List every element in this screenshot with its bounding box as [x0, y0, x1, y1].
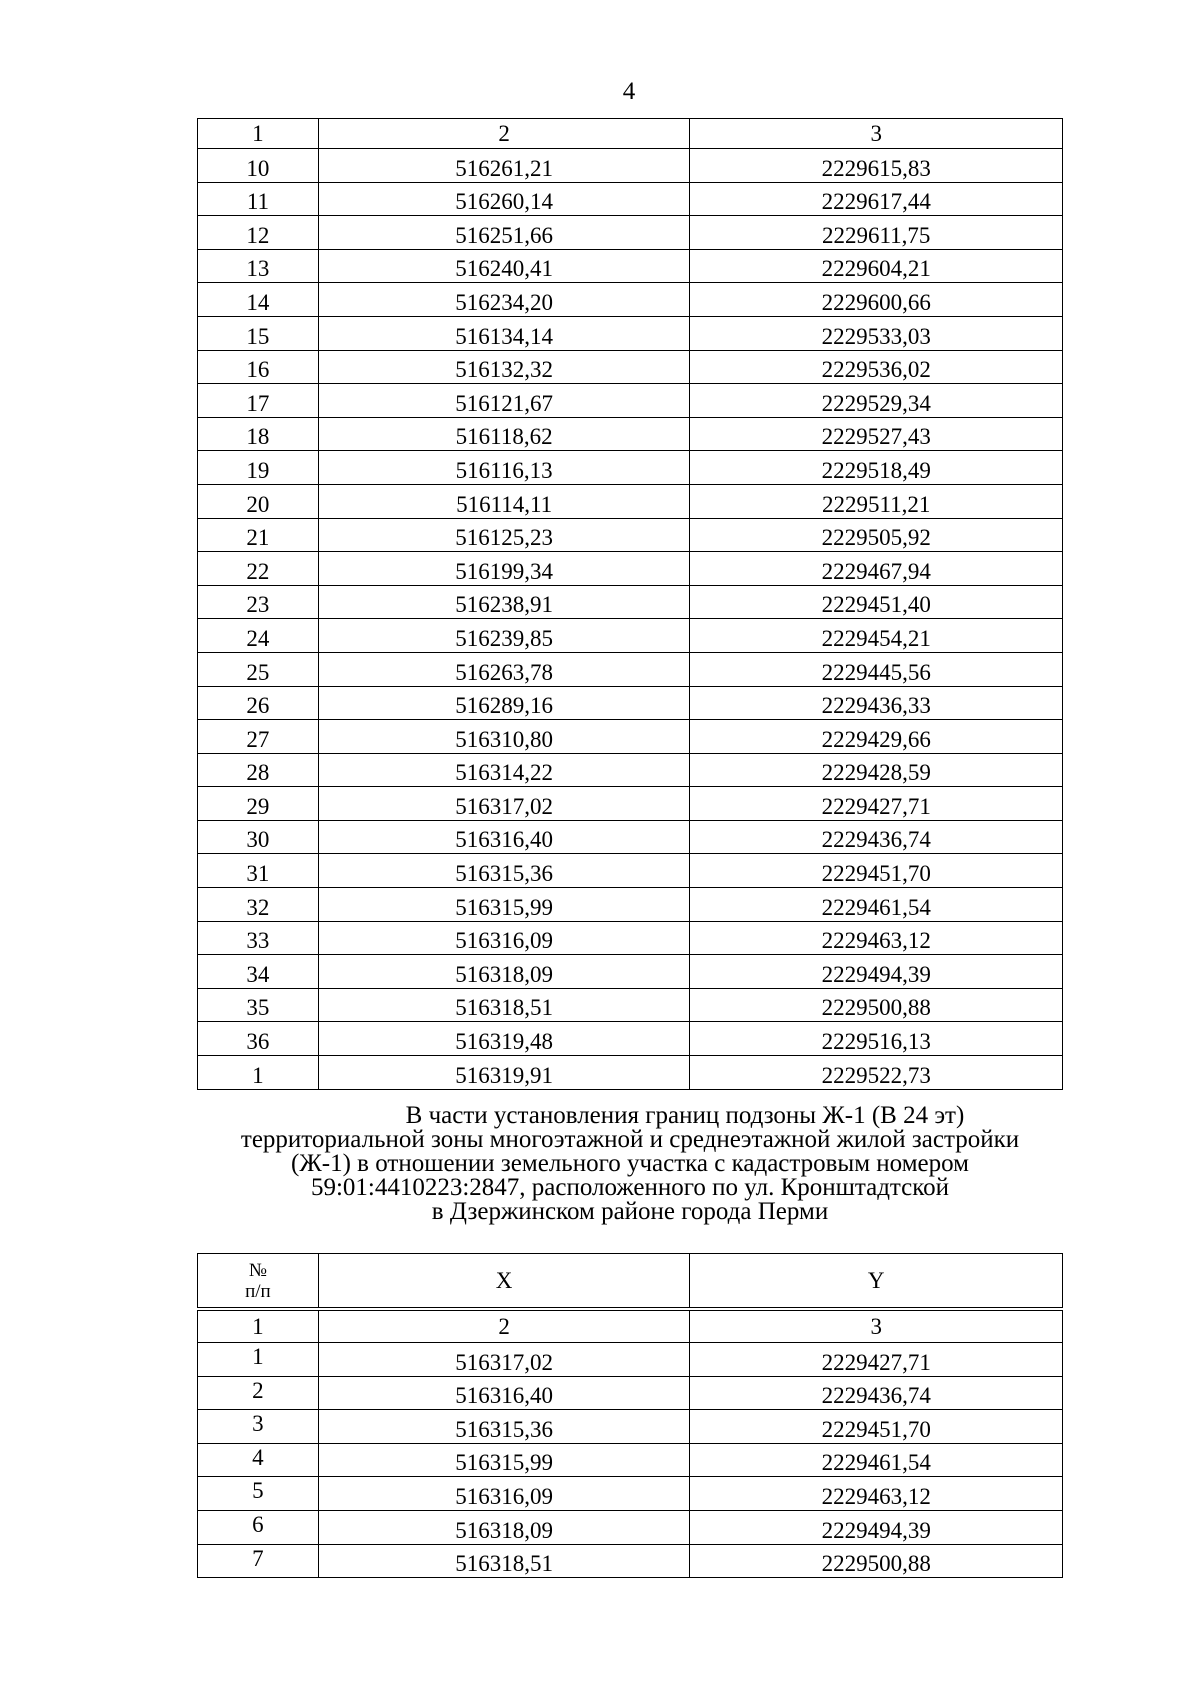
x-coordinate-cell: 516318,51 — [318, 1544, 690, 1578]
point-number-cell: 1 — [198, 1056, 319, 1090]
table-row — [198, 1022, 1063, 1056]
point-number-cell: 12 — [198, 216, 319, 250]
point-number-cell: 23 — [198, 585, 319, 619]
y-coordinate-cell: 2229451,70 — [690, 1410, 1063, 1444]
table-row — [198, 182, 1063, 216]
table-row — [198, 1376, 1063, 1410]
point-number-cell: 3 — [198, 1410, 319, 1444]
y-coordinate-cell: 2229467,94 — [690, 552, 1063, 586]
x-coordinate-cell: 516261,21 — [318, 149, 690, 183]
header-y: Y — [690, 1254, 1063, 1310]
x-coordinate-cell: 516319,91 — [318, 1056, 690, 1090]
x-coordinate-cell: 516317,02 — [318, 787, 690, 821]
point-number-cell: 4 — [198, 1443, 319, 1477]
table-row — [198, 753, 1063, 787]
table-1-body — [198, 149, 1063, 1090]
y-coordinate-cell: 2229494,39 — [690, 1510, 1063, 1544]
x-coordinate-cell: 516289,16 — [318, 686, 690, 720]
y-coordinate-cell: 2229445,56 — [690, 652, 1063, 686]
x-coordinate-cell: 516315,99 — [318, 888, 690, 922]
y-coordinate-cell: 2229516,13 — [690, 1022, 1063, 1056]
y-coordinate-cell: 2229451,40 — [690, 585, 1063, 619]
y-coordinate-cell: 2229451,70 — [690, 854, 1063, 888]
point-number-cell: 10 — [198, 149, 319, 183]
table-row — [198, 149, 1063, 183]
point-number-cell: 24 — [198, 619, 319, 653]
table-row — [198, 1056, 1063, 1090]
header-row — [198, 1254, 1063, 1310]
y-coordinate-cell: 2229511,21 — [690, 484, 1063, 518]
section-heading-line: территориальной зоны многоэтажной и среднеэтажной жилой застройки — [240, 1126, 1020, 1153]
point-number-cell: 13 — [198, 249, 319, 283]
table-row — [198, 283, 1063, 317]
coordinates-table-zh1 — [197, 1253, 1063, 1578]
section-heading-line: В части установления границ подзоны Ж-1 (В 24 эт) — [405, 1102, 965, 1129]
table-row — [198, 1343, 1063, 1377]
point-number-cell: 35 — [198, 988, 319, 1022]
point-number-cell: 34 — [198, 955, 319, 989]
y-coordinate-cell: 2229494,39 — [690, 955, 1063, 989]
section-heading-line: в Дзержинском районе города Перми — [431, 1198, 829, 1225]
point-number-cell: 32 — [198, 888, 319, 922]
x-coordinate-cell: 516314,22 — [318, 753, 690, 787]
table-row — [198, 451, 1063, 485]
table-row — [198, 350, 1063, 384]
x-coordinate-cell: 516239,85 — [318, 619, 690, 653]
column-number-cell: 2 — [318, 1309, 690, 1343]
y-coordinate-cell: 2229436,74 — [690, 820, 1063, 854]
point-number-cell: 33 — [198, 921, 319, 955]
table-row — [198, 585, 1063, 619]
x-coordinate-cell: 516316,40 — [318, 820, 690, 854]
point-number-cell: 18 — [198, 417, 319, 451]
x-coordinate-cell: 516317,02 — [318, 1343, 690, 1377]
x-coordinate-cell: 516260,14 — [318, 182, 690, 216]
x-coordinate-cell: 516318,09 — [318, 1510, 690, 1544]
table-row — [198, 888, 1063, 922]
x-coordinate-cell: 516234,20 — [318, 283, 690, 317]
y-coordinate-cell: 2229533,03 — [690, 316, 1063, 350]
point-number-cell: 5 — [198, 1477, 319, 1511]
x-coordinate-cell: 516251,66 — [318, 216, 690, 250]
point-number-cell: 26 — [198, 686, 319, 720]
x-coordinate-cell: 516316,09 — [318, 1477, 690, 1511]
point-number-cell: 14 — [198, 283, 319, 317]
column-number-cell: 3 — [690, 119, 1063, 149]
x-coordinate-cell: 516116,13 — [318, 451, 690, 485]
table-row — [198, 384, 1063, 418]
column-number-cell: 1 — [198, 1309, 319, 1343]
y-coordinate-cell: 2229536,02 — [690, 350, 1063, 384]
y-coordinate-cell: 2229615,83 — [690, 149, 1063, 183]
y-coordinate-cell: 2229617,44 — [690, 182, 1063, 216]
coordinates-table-continued — [197, 118, 1063, 1090]
point-number-cell: 19 — [198, 451, 319, 485]
x-coordinate-cell: 516316,40 — [318, 1376, 690, 1410]
x-coordinate-cell: 516240,41 — [318, 249, 690, 283]
y-coordinate-cell: 2229529,34 — [690, 384, 1063, 418]
section-heading-line: 59:01:4410223:2847, расположенного по ул. Кронштадтской — [310, 1174, 950, 1201]
point-number-cell: 16 — [198, 350, 319, 384]
x-coordinate-cell: 516125,23 — [318, 518, 690, 552]
y-coordinate-cell: 2229436,74 — [690, 1376, 1063, 1410]
y-coordinate-cell: 2229600,66 — [690, 283, 1063, 317]
table-row — [198, 552, 1063, 586]
y-coordinate-cell: 2229527,43 — [690, 417, 1063, 451]
point-number-cell: 20 — [198, 484, 319, 518]
y-coordinate-cell: 2229429,66 — [690, 720, 1063, 754]
column-number-row — [198, 1309, 1063, 1343]
point-number-cell: 21 — [198, 518, 319, 552]
y-coordinate-cell: 2229461,54 — [690, 1443, 1063, 1477]
x-coordinate-cell: 516134,14 — [318, 316, 690, 350]
header-x: X — [318, 1254, 690, 1310]
table-row — [198, 417, 1063, 451]
table-row — [198, 686, 1063, 720]
y-coordinate-cell: 2229427,71 — [690, 1343, 1063, 1377]
x-coordinate-cell: 516315,36 — [318, 1410, 690, 1444]
table-row — [198, 1410, 1063, 1444]
table-row — [198, 518, 1063, 552]
x-coordinate-cell: 516114,11 — [318, 484, 690, 518]
section-heading-line: (Ж-1) в отношении земельного участка с кадастровым номером — [291, 1150, 969, 1177]
point-number-cell: 11 — [198, 182, 319, 216]
point-number-cell: 29 — [198, 787, 319, 821]
table-row — [198, 988, 1063, 1022]
table-row — [198, 619, 1063, 653]
y-coordinate-cell: 2229505,92 — [690, 518, 1063, 552]
table-row — [198, 1477, 1063, 1511]
table-row — [198, 316, 1063, 350]
section-heading — [180, 1104, 1080, 1224]
table-row — [198, 955, 1063, 989]
point-number-cell: 22 — [198, 552, 319, 586]
point-number-cell: 36 — [198, 1022, 319, 1056]
y-coordinate-cell: 2229604,21 — [690, 249, 1063, 283]
x-coordinate-cell: 516315,99 — [318, 1443, 690, 1477]
x-coordinate-cell: 516118,62 — [318, 417, 690, 451]
x-coordinate-cell: 516238,91 — [318, 585, 690, 619]
x-coordinate-cell: 516263,78 — [318, 652, 690, 686]
x-coordinate-cell: 516132,32 — [318, 350, 690, 384]
table-row — [198, 484, 1063, 518]
table-row — [198, 1443, 1063, 1477]
x-coordinate-cell: 516315,36 — [318, 854, 690, 888]
table-2-body — [198, 1343, 1063, 1578]
column-number-cell: 1 — [198, 119, 319, 149]
point-number-cell: 7 — [198, 1544, 319, 1578]
table-row — [198, 921, 1063, 955]
x-coordinate-cell: 516310,80 — [318, 720, 690, 754]
y-coordinate-cell: 2229500,88 — [690, 1544, 1063, 1578]
table-row — [198, 1510, 1063, 1544]
y-coordinate-cell: 2229522,73 — [690, 1056, 1063, 1090]
header-number-symbol: № — [248, 1259, 267, 1281]
table-row — [198, 1544, 1063, 1578]
point-number-cell: 17 — [198, 384, 319, 418]
x-coordinate-cell: 516316,09 — [318, 921, 690, 955]
table-row — [198, 854, 1063, 888]
y-coordinate-cell: 2229611,75 — [690, 216, 1063, 250]
point-number-cell: 25 — [198, 652, 319, 686]
table-row — [198, 720, 1063, 754]
point-number-cell: 1 — [198, 1343, 319, 1377]
header-number — [198, 1254, 319, 1310]
y-coordinate-cell: 2229436,33 — [690, 686, 1063, 720]
y-coordinate-cell: 2229500,88 — [690, 988, 1063, 1022]
x-coordinate-cell: 516121,67 — [318, 384, 690, 418]
column-number-row — [198, 119, 1063, 149]
y-coordinate-cell: 2229461,54 — [690, 888, 1063, 922]
x-coordinate-cell: 516199,34 — [318, 552, 690, 586]
y-coordinate-cell: 2229454,21 — [690, 619, 1063, 653]
column-number-cell: 2 — [318, 119, 690, 149]
table-row — [198, 216, 1063, 250]
column-number-cell: 3 — [690, 1309, 1063, 1343]
table-row — [198, 652, 1063, 686]
page-number: 4 — [622, 78, 636, 105]
x-coordinate-cell: 516319,48 — [318, 1022, 690, 1056]
table-row — [198, 787, 1063, 821]
y-coordinate-cell: 2229428,59 — [690, 753, 1063, 787]
y-coordinate-cell: 2229463,12 — [690, 1477, 1063, 1511]
point-number-cell: 15 — [198, 316, 319, 350]
point-number-cell: 2 — [198, 1376, 319, 1410]
point-number-cell: 30 — [198, 820, 319, 854]
y-coordinate-cell: 2229463,12 — [690, 921, 1063, 955]
x-coordinate-cell: 516318,09 — [318, 955, 690, 989]
point-number-cell: 31 — [198, 854, 319, 888]
x-coordinate-cell: 516318,51 — [318, 988, 690, 1022]
header-number-abbrev: п/п — [245, 1280, 271, 1302]
y-coordinate-cell: 2229518,49 — [690, 451, 1063, 485]
table-row — [198, 249, 1063, 283]
table-row — [198, 820, 1063, 854]
point-number-cell: 6 — [198, 1510, 319, 1544]
point-number-cell: 27 — [198, 720, 319, 754]
y-coordinate-cell: 2229427,71 — [690, 787, 1063, 821]
point-number-cell: 28 — [198, 753, 319, 787]
